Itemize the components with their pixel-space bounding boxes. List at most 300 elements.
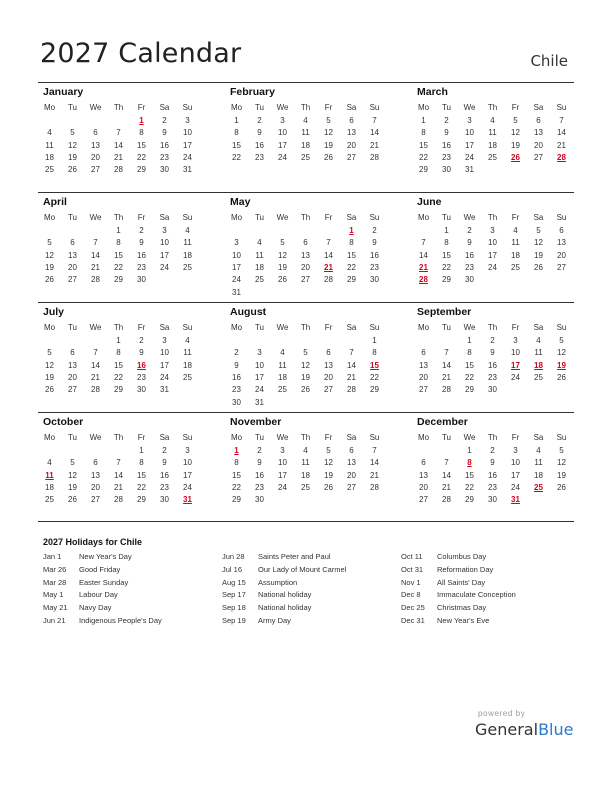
day-cell: 26 <box>301 385 310 395</box>
day-cell: 11 <box>534 458 543 468</box>
holiday-date: May 21 <box>43 603 68 613</box>
holiday-day-cell: 17 <box>511 360 520 370</box>
day-cell: 4 <box>185 226 190 235</box>
day-cell: 14 <box>442 470 451 480</box>
day-cell: 2 <box>372 226 377 235</box>
weekday-header: Tu <box>67 323 78 332</box>
weekday-header: Su <box>369 323 380 332</box>
day-cell: 5 <box>47 238 52 248</box>
day-cell: 8 <box>421 128 426 138</box>
day-cell: 21 <box>347 372 356 382</box>
day-cell: 11 <box>534 348 543 358</box>
day-cell: 7 <box>326 238 331 248</box>
day-cell: 29 <box>137 165 146 175</box>
day-cell: 2 <box>490 336 495 345</box>
holiday-date: Jun 21 <box>43 616 66 625</box>
holiday-day-cell: 31 <box>511 495 520 505</box>
day-cell: 12 <box>324 458 333 468</box>
day-cell: 30 <box>137 275 146 285</box>
day-cell: 6 <box>349 116 354 125</box>
weekday-header: Su <box>369 213 380 222</box>
day-cell: 18 <box>301 470 310 480</box>
day-cell: 6 <box>559 226 564 235</box>
month-name: May <box>230 196 251 208</box>
day-cell: 28 <box>370 482 379 492</box>
holiday-name: New Year's Day <box>79 552 132 561</box>
day-cell: 20 <box>347 470 356 480</box>
day-cell: 1 <box>372 336 377 345</box>
weekday-header: Tu <box>441 323 452 332</box>
day-cell: 18 <box>183 250 192 260</box>
day-cell: 21 <box>370 140 379 150</box>
day-cell: 26 <box>324 482 333 492</box>
day-cell: 1 <box>421 116 426 125</box>
day-cell: 13 <box>91 140 100 150</box>
day-cell: 20 <box>91 152 100 162</box>
day-cell: 10 <box>160 348 169 358</box>
day-cell: 13 <box>91 470 100 480</box>
day-cell: 7 <box>559 116 564 125</box>
day-cell: 10 <box>183 458 192 468</box>
day-cell: 23 <box>370 262 379 272</box>
holiday-name: Assumption <box>258 577 298 587</box>
day-cell: 23 <box>160 152 169 162</box>
holiday-day-cell: 21 <box>419 262 428 272</box>
day-cell: 3 <box>490 226 495 235</box>
weekday-header: Mo <box>230 213 243 222</box>
month-name: September <box>417 306 472 318</box>
day-cell: 15 <box>137 470 146 480</box>
day-cell: 28 <box>91 385 100 395</box>
day-cell: 10 <box>511 348 520 358</box>
country-name: Chile <box>530 52 568 70</box>
day-cell: 9 <box>257 458 262 468</box>
day-cell: 22 <box>465 372 474 382</box>
day-cell: 24 <box>511 482 520 492</box>
month-name: March <box>417 86 448 98</box>
holiday-day-cell: 19 <box>557 360 566 370</box>
day-cell: 12 <box>278 250 287 260</box>
weekday-header: We <box>463 213 476 222</box>
day-cell: 7 <box>444 348 449 358</box>
day-cell: 9 <box>162 458 167 468</box>
day-cell: 10 <box>160 238 169 248</box>
day-cell: 28 <box>114 495 123 505</box>
day-cell: 18 <box>301 140 310 150</box>
holiday-name: Indigenous People's Day <box>79 616 162 625</box>
day-cell: 13 <box>68 360 77 370</box>
holiday-date: Jun 28 <box>222 552 245 561</box>
day-cell: 23 <box>465 262 474 272</box>
day-cell: 3 <box>234 238 239 248</box>
weekday-header: We <box>276 323 289 332</box>
day-cell: 30 <box>232 397 241 407</box>
weekday-header: Fr <box>137 433 146 442</box>
day-cell: 23 <box>255 482 264 492</box>
day-cell: 16 <box>488 360 497 370</box>
logo-general-text: General <box>475 720 539 739</box>
day-cell: 15 <box>232 140 241 150</box>
day-cell: 29 <box>347 275 356 285</box>
day-cell: 11 <box>511 238 520 248</box>
day-cell: 29 <box>114 385 123 395</box>
day-cell: 8 <box>349 238 354 248</box>
holiday-date: Nov 1 <box>401 577 421 587</box>
day-cell: 30 <box>442 165 451 175</box>
day-cell: 31 <box>232 287 241 297</box>
weekday-header: We <box>276 433 289 442</box>
holiday-day-cell: 11 <box>45 470 54 480</box>
day-cell: 27 <box>419 495 428 505</box>
day-cell: 2 <box>139 226 144 235</box>
day-cell: 22 <box>232 152 241 162</box>
weekday-header: Sa <box>346 433 357 442</box>
weekday-header: Sa <box>533 323 544 332</box>
holiday-name: Christmas Day <box>437 603 487 613</box>
weekday-header: Fr <box>137 323 146 332</box>
weekday-header: We <box>463 433 476 442</box>
day-cell: 1 <box>116 226 121 235</box>
weekday-header: Sa <box>159 213 170 222</box>
holiday-date: Jan 1 <box>43 552 62 561</box>
weekday-header: Sa <box>159 323 170 332</box>
day-cell: 14 <box>557 128 566 138</box>
day-cell: 23 <box>488 372 497 382</box>
day-cell: 19 <box>324 470 333 480</box>
day-cell: 18 <box>278 372 287 382</box>
weekday-header: Su <box>182 433 193 442</box>
day-cell: 9 <box>234 360 239 370</box>
day-cell: 23 <box>488 482 497 492</box>
weekday-header: Sa <box>533 213 544 222</box>
day-cell: 13 <box>347 128 356 138</box>
day-cell: 10 <box>183 128 192 138</box>
weekday-header: Su <box>182 323 193 332</box>
day-cell: 5 <box>536 226 541 235</box>
day-cell: 16 <box>255 140 264 150</box>
day-cell: 19 <box>534 250 543 260</box>
day-cell: 23 <box>232 385 241 395</box>
day-cell: 27 <box>324 385 333 395</box>
holiday-date: Dec 31 <box>401 616 425 625</box>
day-cell: 27 <box>557 262 566 272</box>
day-cell: 27 <box>68 275 77 285</box>
day-cell: 30 <box>488 495 497 505</box>
day-cell: 2 <box>234 348 239 358</box>
day-cell: 15 <box>419 140 428 150</box>
day-cell: 5 <box>559 446 564 455</box>
day-cell: 4 <box>47 128 52 138</box>
quarter-divider <box>38 82 574 83</box>
holiday-name: National holiday <box>258 590 312 600</box>
day-cell: 26 <box>68 165 77 175</box>
day-cell: 24 <box>183 482 192 492</box>
day-cell: 5 <box>70 128 75 138</box>
weekday-header: Sa <box>159 433 170 442</box>
page-title: 2027 Calendar <box>40 38 242 69</box>
day-cell: 18 <box>183 360 192 370</box>
day-cell: 29 <box>232 495 241 505</box>
day-cell: 20 <box>91 482 100 492</box>
day-cell: 18 <box>534 470 543 480</box>
day-cell: 4 <box>536 446 541 455</box>
day-cell: 3 <box>280 446 285 455</box>
day-cell: 1 <box>444 226 449 235</box>
day-cell: 18 <box>45 152 54 162</box>
weekday-header: Sa <box>346 103 357 112</box>
day-cell: 26 <box>45 275 54 285</box>
day-cell: 23 <box>137 372 146 382</box>
day-cell: 15 <box>465 470 474 480</box>
calendar-divider <box>38 521 574 522</box>
day-cell: 11 <box>301 128 310 138</box>
holiday-day-cell: 28 <box>557 152 566 162</box>
month-name: April <box>43 196 67 208</box>
day-cell: 15 <box>114 250 123 260</box>
day-cell: 1 <box>116 336 121 345</box>
weekday-header: We <box>89 103 102 112</box>
weekday-header: Tu <box>441 433 452 442</box>
holiday-day-cell: 1 <box>234 446 239 455</box>
day-cell: 28 <box>370 152 379 162</box>
day-cell: 24 <box>160 262 169 272</box>
day-cell: 10 <box>511 458 520 468</box>
day-cell: 15 <box>114 360 123 370</box>
day-cell: 19 <box>324 140 333 150</box>
holiday-name: New Year's Eve <box>437 616 490 625</box>
weekday-header: We <box>89 433 102 442</box>
holiday-date: Aug 15 <box>222 577 246 587</box>
day-cell: 29 <box>419 165 428 175</box>
day-cell: 19 <box>301 372 310 382</box>
day-cell: 17 <box>160 250 169 260</box>
day-cell: 5 <box>70 458 75 468</box>
holiday-day-cell: 1 <box>139 116 144 125</box>
weekday-header: We <box>276 213 289 222</box>
day-cell: 9 <box>162 128 167 138</box>
day-cell: 29 <box>465 495 474 505</box>
holiday-name: Immaculate Conception <box>437 590 516 600</box>
day-cell: 26 <box>557 372 566 382</box>
day-cell: 17 <box>488 250 497 260</box>
day-cell: 11 <box>255 250 264 260</box>
day-cell: 4 <box>303 116 308 125</box>
day-cell: 22 <box>465 482 474 492</box>
day-cell: 20 <box>68 262 77 272</box>
weekday-header: We <box>463 103 476 112</box>
day-cell: 3 <box>162 336 167 345</box>
weekday-header: Tu <box>254 433 265 442</box>
holiday-name: Easter Sunday <box>79 577 129 587</box>
day-cell: 2 <box>139 336 144 345</box>
day-cell: 8 <box>372 348 377 358</box>
weekday-header: Mo <box>230 433 243 442</box>
day-cell: 22 <box>347 262 356 272</box>
day-cell: 5 <box>513 116 518 125</box>
day-cell: 29 <box>370 385 379 395</box>
day-cell: 25 <box>511 262 520 272</box>
day-cell: 22 <box>114 372 123 382</box>
day-cell: 18 <box>488 140 497 150</box>
holiday-day-cell: 18 <box>534 360 543 370</box>
day-cell: 18 <box>45 482 54 492</box>
weekday-header: Mo <box>417 103 430 112</box>
day-cell: 3 <box>185 446 190 455</box>
day-cell: 6 <box>70 348 75 358</box>
day-cell: 24 <box>465 152 474 162</box>
day-cell: 28 <box>442 495 451 505</box>
day-cell: 30 <box>465 275 474 285</box>
holiday-date: Dec 8 <box>401 590 421 600</box>
day-cell: 1 <box>139 446 144 455</box>
day-cell: 22 <box>370 372 379 382</box>
generalblue-logo[interactable] <box>475 720 573 739</box>
day-cell: 27 <box>91 165 100 175</box>
day-cell: 9 <box>467 238 472 248</box>
holiday-date: Sep 19 <box>222 616 246 625</box>
weekday-header: Su <box>182 103 193 112</box>
day-cell: 10 <box>465 128 474 138</box>
day-cell: 2 <box>257 446 262 455</box>
day-cell: 20 <box>557 250 566 260</box>
holiday-name: Columbus Day <box>437 552 487 561</box>
day-cell: 10 <box>232 250 241 260</box>
day-cell: 17 <box>255 372 264 382</box>
day-cell: 29 <box>465 385 474 395</box>
day-cell: 12 <box>45 360 54 370</box>
day-cell: 2 <box>444 116 449 125</box>
weekday-header: Mo <box>43 433 56 442</box>
weekday-header: Tu <box>441 103 452 112</box>
day-cell: 8 <box>116 238 121 248</box>
day-cell: 31 <box>160 385 169 395</box>
day-cell: 5 <box>559 336 564 345</box>
day-cell: 24 <box>255 385 264 395</box>
weekday-header: We <box>89 213 102 222</box>
month-name: November <box>230 416 282 428</box>
day-cell: 20 <box>324 372 333 382</box>
day-cell: 8 <box>234 458 239 468</box>
day-cell: 10 <box>488 238 497 248</box>
weekday-header: Tu <box>67 103 78 112</box>
day-cell: 25 <box>45 495 54 505</box>
day-cell: 10 <box>278 128 287 138</box>
day-cell: 26 <box>557 482 566 492</box>
day-cell: 2 <box>490 446 495 455</box>
weekday-header: Su <box>182 213 193 222</box>
day-cell: 1 <box>467 336 472 345</box>
day-cell: 9 <box>139 348 144 358</box>
day-cell: 4 <box>280 348 285 358</box>
day-cell: 14 <box>442 360 451 370</box>
weekday-header: Tu <box>254 213 265 222</box>
day-cell: 5 <box>280 238 285 248</box>
day-cell: 11 <box>183 348 192 358</box>
holiday-name: Army Day <box>258 616 291 625</box>
day-cell: 19 <box>557 470 566 480</box>
day-cell: 24 <box>278 482 287 492</box>
day-cell: 5 <box>326 116 331 125</box>
holiday-name: Our Lady of Mount Carmel <box>258 564 347 574</box>
logo-blue-text: Blue <box>538 720 574 739</box>
day-cell: 17 <box>232 262 241 272</box>
day-cell: 8 <box>467 348 472 358</box>
weekday-header: Th <box>113 323 124 332</box>
day-cell: 20 <box>301 262 310 272</box>
day-cell: 15 <box>442 250 451 260</box>
day-cell: 14 <box>114 140 123 150</box>
day-cell: 13 <box>419 470 428 480</box>
day-cell: 16 <box>255 470 264 480</box>
day-cell: 12 <box>45 250 54 260</box>
day-cell: 14 <box>419 250 428 260</box>
weekday-header: Th <box>487 323 498 332</box>
holiday-day-cell: 31 <box>183 495 192 505</box>
day-cell: 8 <box>234 128 239 138</box>
month-name: December <box>417 416 468 428</box>
powered-by-text: powered by <box>478 709 526 718</box>
weekday-header: Su <box>556 213 567 222</box>
day-cell: 16 <box>232 372 241 382</box>
day-cell: 2 <box>257 116 262 125</box>
day-cell: 14 <box>324 250 333 260</box>
day-cell: 7 <box>93 238 98 248</box>
day-cell: 12 <box>324 128 333 138</box>
weekday-header: Mo <box>43 323 56 332</box>
day-cell: 21 <box>91 262 100 272</box>
day-cell: 10 <box>255 360 264 370</box>
day-cell: 30 <box>160 495 169 505</box>
weekday-header: Th <box>487 103 498 112</box>
day-cell: 2 <box>162 116 167 125</box>
day-cell: 12 <box>301 360 310 370</box>
day-cell: 12 <box>68 140 77 150</box>
day-cell: 13 <box>301 250 310 260</box>
day-cell: 26 <box>68 495 77 505</box>
weekday-header: Fr <box>137 103 146 112</box>
holiday-date: Mar 28 <box>43 577 67 587</box>
day-cell: 20 <box>419 372 428 382</box>
day-cell: 3 <box>185 116 190 125</box>
day-cell: 24 <box>183 152 192 162</box>
weekday-header: Tu <box>441 213 452 222</box>
day-cell: 29 <box>114 275 123 285</box>
weekday-header: Mo <box>417 323 430 332</box>
month-name: June <box>417 196 442 208</box>
day-cell: 6 <box>93 458 98 468</box>
day-cell: 16 <box>160 470 169 480</box>
day-cell: 25 <box>488 152 497 162</box>
day-cell: 7 <box>116 128 121 138</box>
holiday-day-cell: 15 <box>370 360 379 370</box>
month-name: October <box>43 416 84 428</box>
weekday-header: Sa <box>533 433 544 442</box>
day-cell: 6 <box>349 446 354 455</box>
weekday-header: Mo <box>230 103 243 112</box>
day-cell: 8 <box>444 238 449 248</box>
day-cell: 31 <box>465 165 474 175</box>
day-cell: 18 <box>255 262 264 272</box>
weekday-header: We <box>276 103 289 112</box>
day-cell: 19 <box>45 262 54 272</box>
day-cell: 30 <box>488 385 497 395</box>
weekday-header: Th <box>487 433 498 442</box>
day-cell: 13 <box>534 128 543 138</box>
day-cell: 5 <box>326 446 331 455</box>
holiday-day-cell: 26 <box>511 152 520 162</box>
day-cell: 17 <box>278 470 287 480</box>
day-cell: 3 <box>257 348 262 358</box>
